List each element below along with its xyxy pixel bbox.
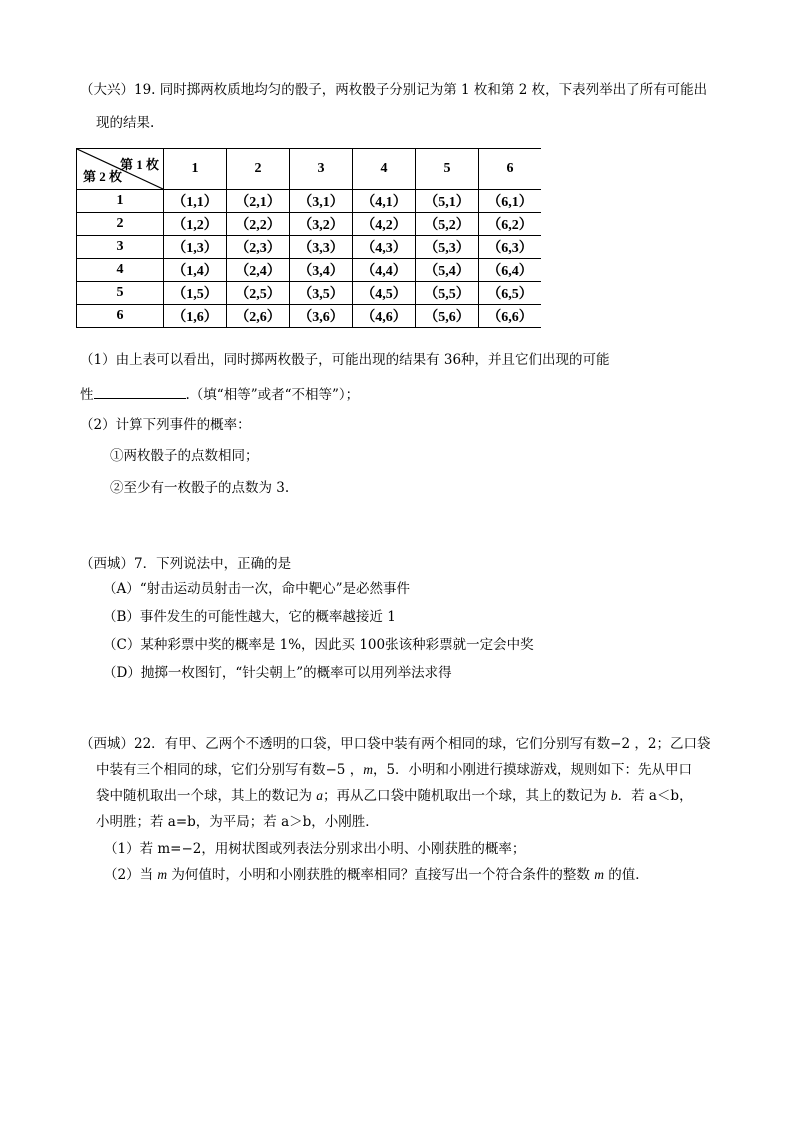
variable-m: m [157,867,168,882]
table-row [77,305,542,328]
col-header: 2 [227,149,290,190]
table-cell: （3,6） [290,305,353,328]
col-header: 5 [416,149,479,190]
q22-sub2-pre: （2）当 [104,867,158,883]
q22-sub1: （1）若 m=−2，用树状图或列表法分别求出小明、小刚获胜的概率； [104,841,526,857]
table-header-row [77,149,542,190]
table-cell: （5,1） [416,190,479,213]
table-cell: （6,3） [479,236,542,259]
table-cell: （5,3） [416,236,479,259]
q22-line3-pre: 袋中随机取出一个球，其上的数记为 [96,788,317,804]
table-cell: （3,3） [290,236,353,259]
table-cell: （3,5） [290,282,353,305]
table-cell: （2,2） [227,213,290,236]
table-cell: （2,1） [227,190,290,213]
table-cell: （2,3） [227,236,290,259]
variable-a: a [316,788,324,803]
q19-part1-line2 [80,384,359,404]
table-cell: （4,3） [353,236,416,259]
table-cell: （2,4） [227,259,290,282]
q19-part1-suffix: .（填“相等”或者“不相等”）； [185,387,360,403]
q19-part1-prefix: 性 [80,387,94,403]
table-row [77,190,542,213]
table-row [77,282,542,305]
row-header: 3 [77,236,164,259]
q7-option-b: （B）事件发生的可能性越大，它的概率越接近 1 [103,609,396,625]
q22-sub2 [104,866,649,884]
q22-sub2-post: 的值． [603,867,649,883]
table-cell: （3,2） [290,213,353,236]
variable-m: m [363,762,373,777]
table-cell: （5,2） [416,213,479,236]
q22-stem-line4: 小明胜；若 a=b，为平局；若 a＞b，小刚胜． [96,814,379,830]
table-cell: （6,6） [479,305,542,328]
row-header: 1 [77,190,164,213]
q7-option-d: （D）抛掷一枚图钉，“针尖朝上”的概率可以用列举法求得 [103,665,452,681]
table-cell: （4,6） [353,305,416,328]
q7-stem: （西城）7．下列说法中，正确的是 [80,556,292,572]
q22-stem-line3 [96,787,693,805]
table-cell: （6,1） [479,190,542,213]
table-cell: （5,6） [416,305,479,328]
table-cell: （6,4） [479,259,542,282]
variable-b: b [610,788,618,803]
q22-sub2-mid: 为何值时，小明和小刚获胜的概率相同？直接写出一个符合条件的整数 [167,867,595,883]
table-cell: （1,3） [164,236,227,259]
row-header: 6 [77,305,164,328]
variable-m: m [594,867,604,882]
q19-stem-line1: （大兴）19. 同时掷两枚质地均匀的骰子，两枚骰子分别记为第 1 枚和第 2 枚，下表列举出了所有可能出 [80,82,708,98]
table-cell: （6,5） [479,282,542,305]
table-cell: （2,5） [227,282,290,305]
table-row [77,213,542,236]
corner-label-first-die: 第 1 枚 [119,157,159,172]
table-cell: （3,4） [290,259,353,282]
table-cell: （2,6） [227,305,290,328]
row-header: 4 [77,259,164,282]
q19-stem-line2: 现的结果. [96,115,155,131]
table-cell: （1,6） [164,305,227,328]
table-cell: （4,2） [353,213,416,236]
q22-line2-post: ，5．小明和小刚进行摸球游戏，规则如下：先从甲口 [372,762,693,778]
col-header: 6 [479,149,542,190]
table-cell: （5,4） [416,259,479,282]
q19-part2-item-b: ②至少有一枚骰子的点数为 3. [110,480,290,496]
q22-line2-pre: 中装有三个相同的球，它们分别写有数−5 ， [96,762,364,778]
row-header: 5 [77,282,164,305]
corner-label-second-die: 第 2 枚 [83,169,123,184]
col-header: 1 [164,149,227,190]
q7-option-a: （A）“射击运动员射击一次，命中靶心”是必然事件 [103,581,411,597]
q19-part2: （2）计算下列事件的概率： [80,417,251,433]
row-header: 2 [77,213,164,236]
q7-option-c: （C）某种彩票中奖的概率是 1%，因此买 100张该种彩票就一定会中奖 [103,637,534,653]
col-header: 3 [290,149,353,190]
table-cell: （1,5） [164,282,227,305]
table-corner-cell [77,149,164,190]
table-cell: （4,4） [353,259,416,282]
table-cell: （3,1） [290,190,353,213]
q22-stem-line1: （西城）22．有甲、乙两个不透明的口袋，甲口袋中装有两个相同的球，它们分别写有数−2 ，2；乙口袋 [80,736,711,752]
table-cell: （1,1） [164,190,227,213]
q22-stem-line2 [96,761,692,779]
table-row [77,259,542,282]
q19-part1-line1: （1）由上表可以看出，同时掷两枚骰子，可能出现的结果有 36种，并且它们出现的可能 [80,352,610,368]
q19-part2-item-a: ①两枚骰子的点数相同； [110,448,259,464]
table-cell: （5,5） [416,282,479,305]
q22-line3-post: ．若 a＜b， [617,788,693,804]
table-cell: （4,1） [353,190,416,213]
col-header: 4 [353,149,416,190]
table-cell: （6,2） [479,213,542,236]
table-cell: （4,5） [353,282,416,305]
answer-blank[interactable] [94,384,186,399]
q22-line3-mid: ；再从乙口袋中随机取出一个球，其上的数记为 [323,788,611,804]
table-cell: （1,2） [164,213,227,236]
table-cell: （1,4） [164,259,227,282]
table-row [77,236,542,259]
dice-outcome-table [76,148,541,328]
